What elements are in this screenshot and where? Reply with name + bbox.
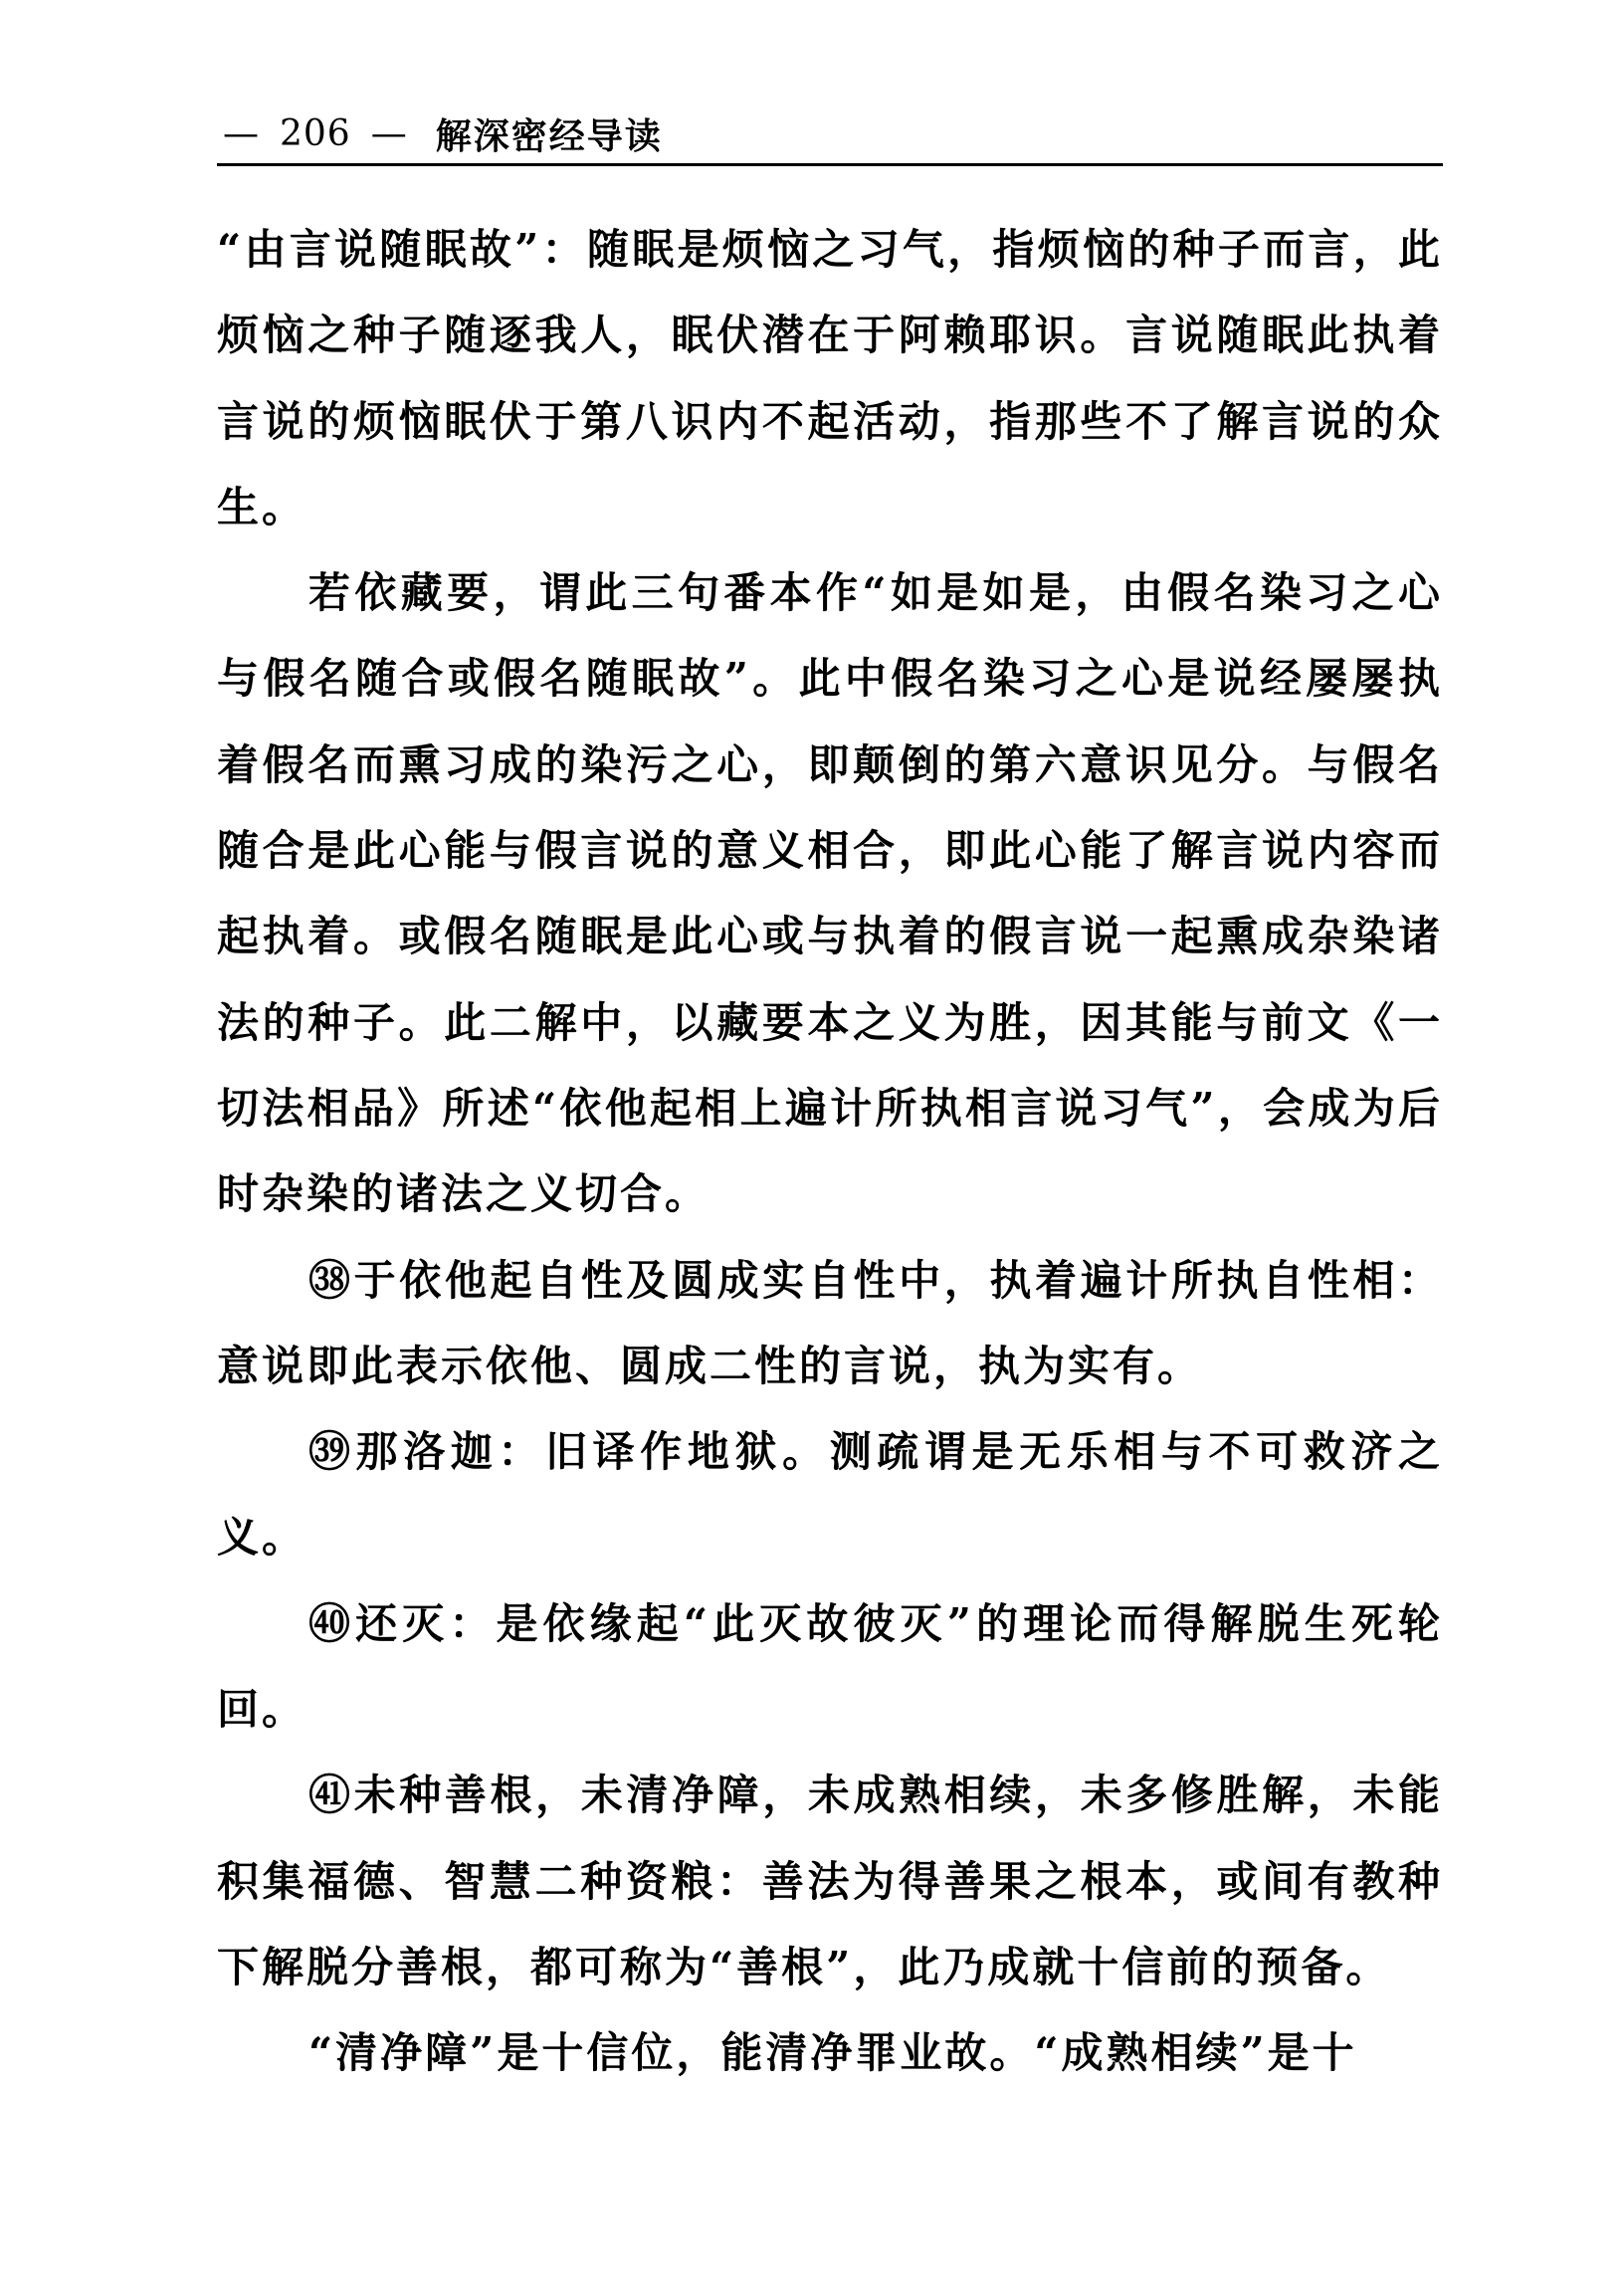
running-header <box>217 107 663 159</box>
paragraph-1: “由言说随眠故”：随眠是烦恼之习气，指烦恼的种子而言，此烦恼之种子随逐我人，眠伏潜在于阿赖耶识。言说随眠此执着言说的烦恼眠伏于第八识内不起活动，指那些不了解言说的众生。 <box>217 225 1443 531</box>
header-dash-right: — <box>370 112 408 154</box>
page-body <box>217 207 1443 2097</box>
paragraph-last: “清净障”是十信位，能清净罪业故。“成熟相续”是十 <box>308 2028 1357 2078</box>
note-41: ㊶未种善根，未清净障，未成熟相续，未多修胜解，未能积集福德、智慧二种资粮：善法为得善果之根本，或间有教种下解脱分善根，都可称为“善根”，此乃成就十信前的预备。 <box>217 1771 1443 1991</box>
note-40: ㊵还灭：是依缘起“此灭故彼灭”的理论而得解脱生死轮回。 <box>217 1598 1443 1735</box>
header-rule <box>217 163 1443 166</box>
note-39: ㊴那洛迦：旧译作地狱。测疏谓是无乐相与不可救济之义。 <box>217 1427 1443 1563</box>
page-number: 206 <box>280 112 351 154</box>
note-38: ㊳于依他起自性及圆成实自性中，执着遍计所执自性相：意说即此表示依他、圆成二性的言说，执为实有。 <box>217 1255 1443 1390</box>
header-dash-left: — <box>223 112 260 154</box>
paragraph-2: 若依藏要，谓此三句番本作“如是如是，由假名染习之心与假名随合或假名随眠故”。此中假名染习之心是说经屡屡执着假名而熏习成的染污之心，即颠倒的第六意识见分。与假名随合是此心能与假言说的意义相合，即此心能了解言说内容而起执着。或假名随眠是此心或与执着的假言说一起熏成杂染诸法的种子。此二解中，以藏要本之义为胜，因其能与前文《一切法相品》所述“依他起相上遍计所执相言说习气”，会成为后时杂染的诸法之义切合。 <box>217 568 1443 1219</box>
book-title: 解深密经导读 <box>435 114 663 157</box>
